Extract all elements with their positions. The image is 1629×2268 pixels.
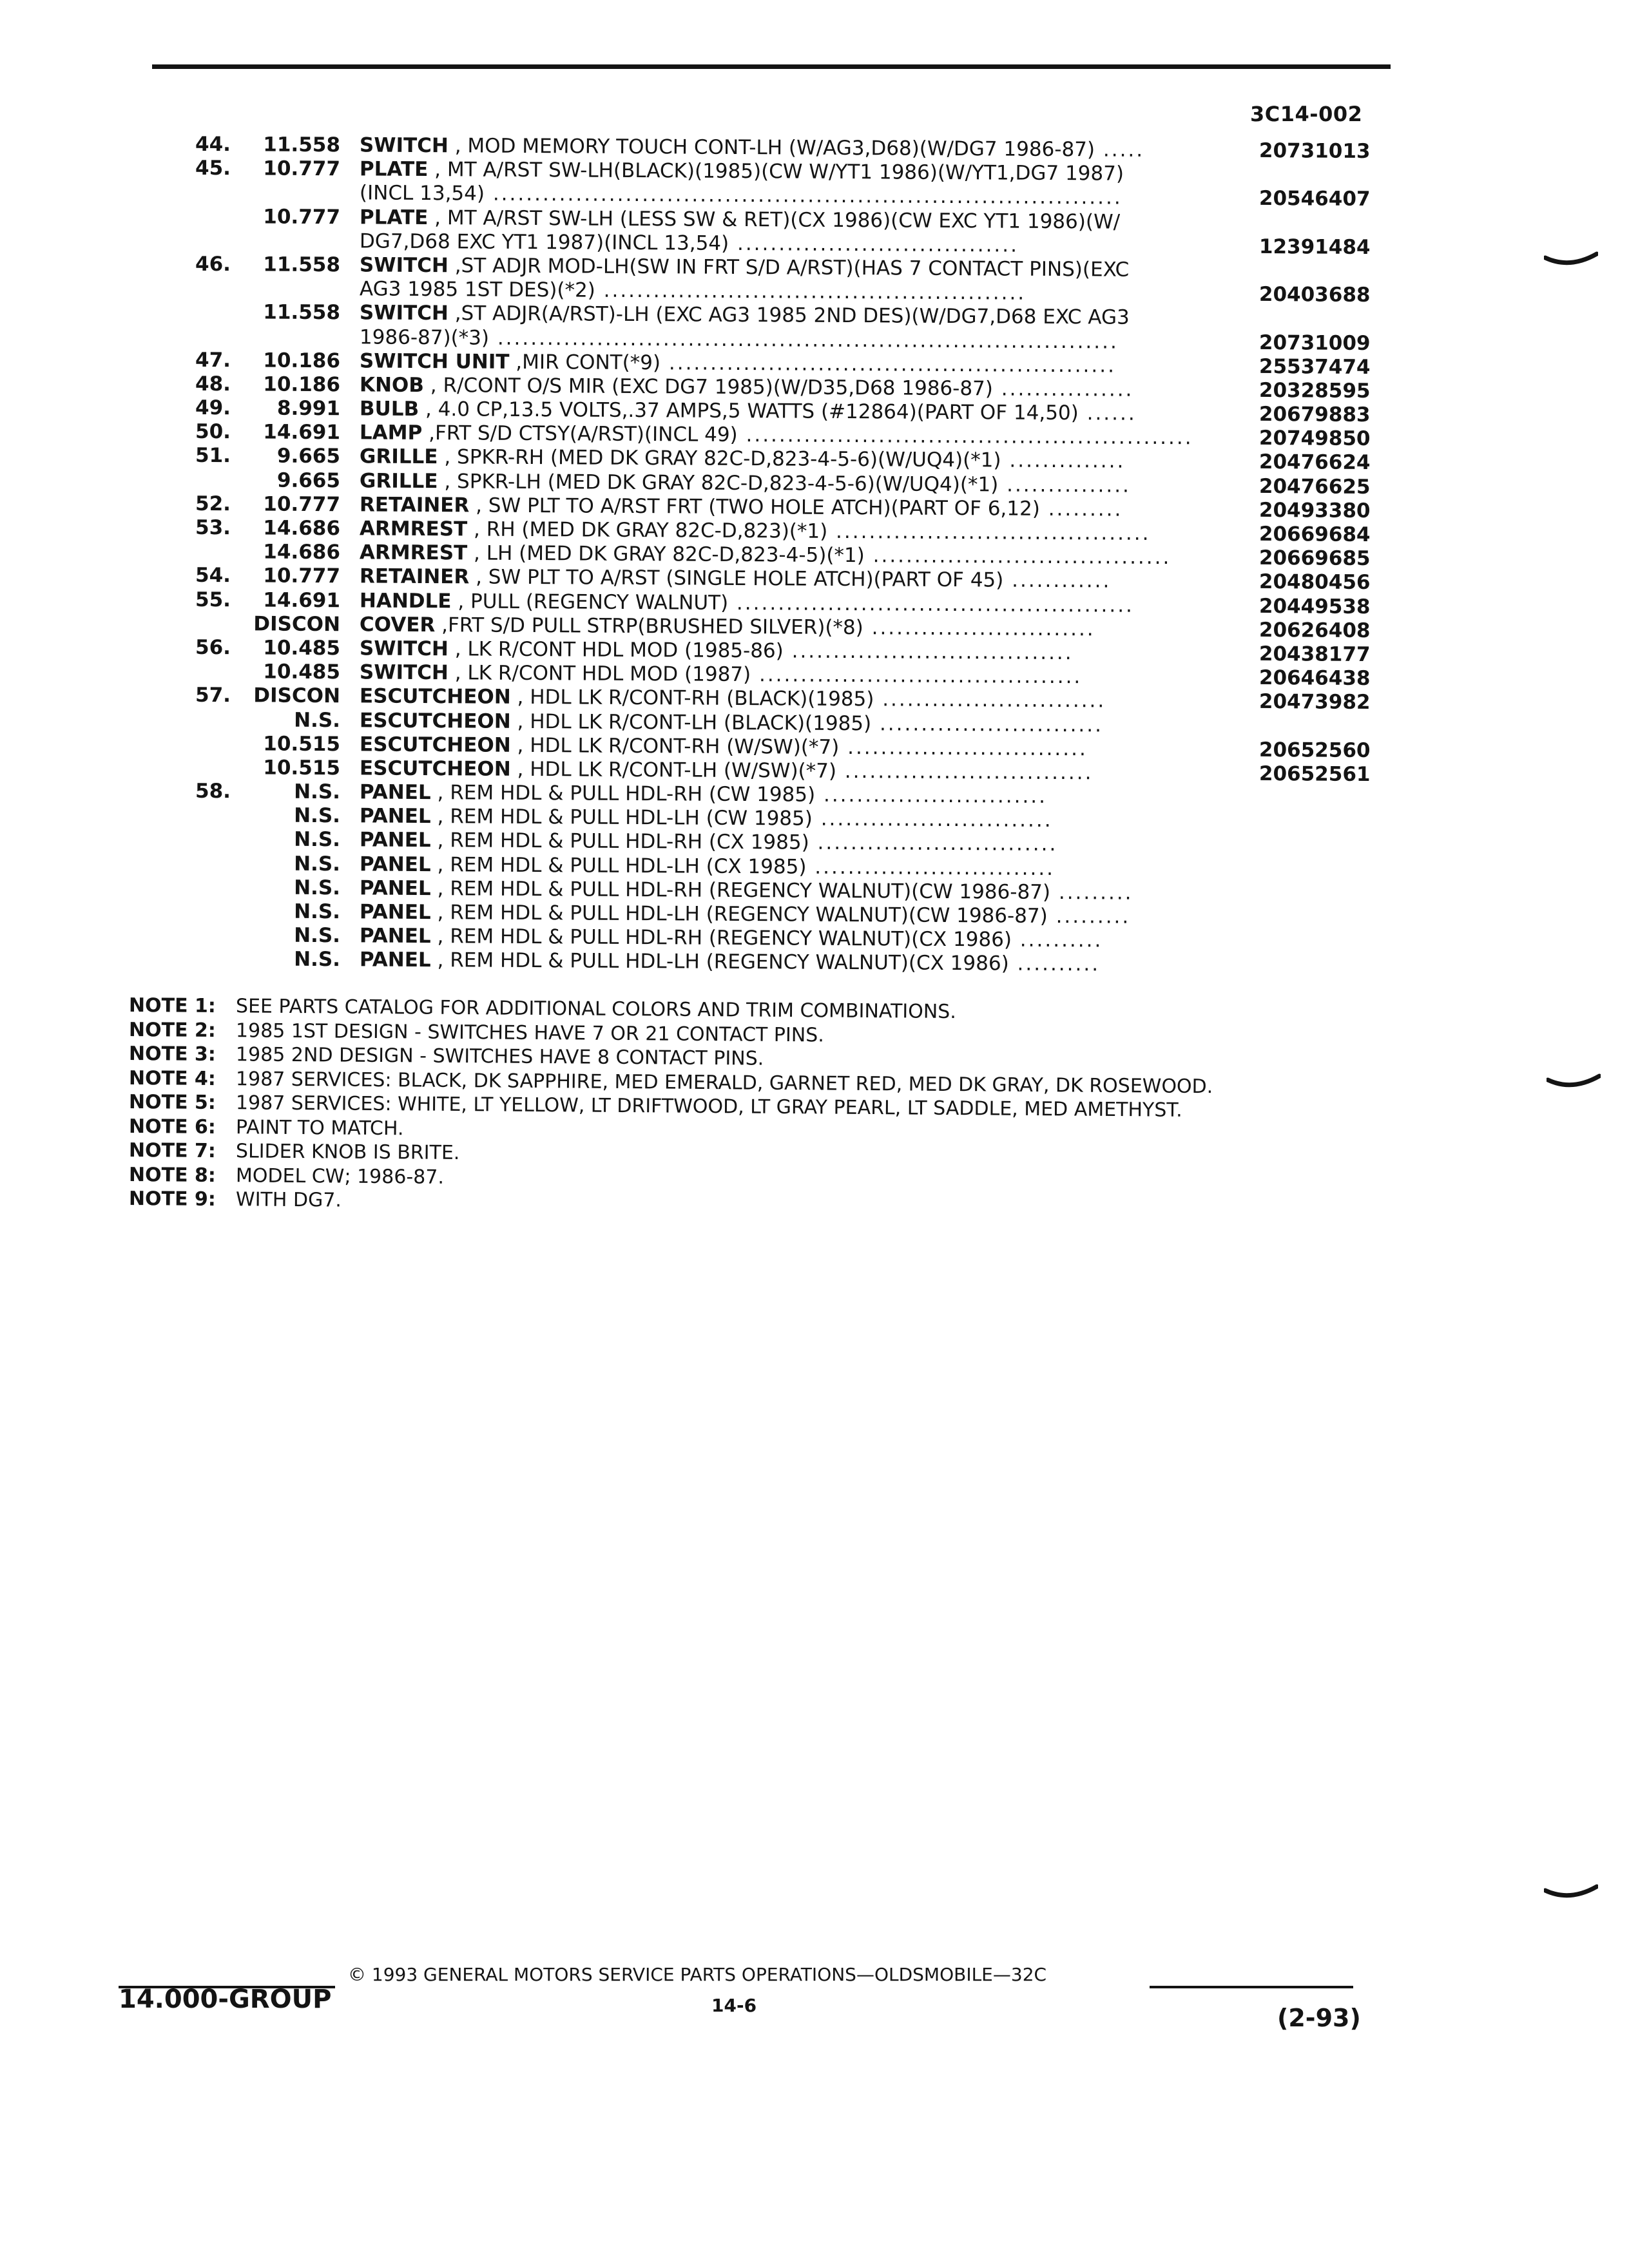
- part-group-number: 11.558: [263, 253, 341, 277]
- part-number: 20646438: [1258, 666, 1371, 691]
- part-detail: , HDL LK R/CONT-LH (BLACK)(1985): [510, 709, 872, 735]
- part-detail: , SPKR-RH (MED DK GRAY 82C-D,823-4-5-6)(W/UQ4)(*1): [438, 445, 1001, 472]
- part-group-number: 14.686: [263, 540, 341, 564]
- part-group-number: 10.777: [263, 157, 341, 181]
- part-name: ESCUTCHEON: [359, 684, 511, 709]
- part-description: [360, 852, 1055, 881]
- leader-dots: .........: [1047, 904, 1131, 928]
- part-group-number: N.S.: [294, 948, 341, 972]
- part-description: [360, 565, 1112, 593]
- part-name: PANEL: [359, 900, 431, 925]
- note-label: NOTE 5:: [128, 1091, 217, 1115]
- part-name: LAMP: [359, 421, 423, 445]
- part-detail: ,FRT S/D PULL STRP(BRUSHED SILVER)(*8): [435, 613, 863, 639]
- note-text: 1987 SERVICES: BLACK, DK SAPPHIRE, MED EMERALD, GARNET RED, MED DK GRAY, DK ROSEWOOD.: [235, 1067, 1213, 1098]
- part-detail: , REM HDL & PULL HDL-LH (REGENCY WALNUT)(CX 1986): [430, 948, 1009, 975]
- leader-dots: ............................................................................: [484, 182, 1123, 210]
- part-name: ESCUTCHEON: [359, 756, 511, 781]
- part-number: 25537474: [1258, 354, 1371, 379]
- part-detail: AG3 1985 1ST DES)(*2): [359, 277, 595, 302]
- part-group-number: N.S.: [294, 852, 341, 876]
- part-ref-number: 54.: [195, 564, 231, 588]
- footer-group-label: 14.000-GROUP: [119, 1984, 332, 2014]
- leader-dots: .........: [1039, 497, 1123, 521]
- part-group-number: 10.186: [263, 372, 341, 397]
- part-description: [360, 445, 1126, 474]
- footer-rule-right: [1150, 1986, 1353, 1988]
- part-name: COVER: [359, 613, 436, 637]
- part-detail: , R/CONT O/S MIR (EXC DG7 1985)(W/D35,D68 1986-87): [423, 373, 994, 401]
- note-label: NOTE 9:: [128, 1187, 217, 1211]
- leader-dots: ...........................................................................: [488, 326, 1119, 354]
- note-label: NOTE 3:: [128, 1043, 217, 1066]
- leader-dots: .......................................: [751, 663, 1083, 689]
- leader-dots: ......................................: [827, 519, 1151, 545]
- leader-dots: .............................: [809, 831, 1058, 856]
- part-ref-number: 53.: [195, 515, 231, 540]
- part-name: PLATE: [359, 205, 429, 229]
- note-label: NOTE 1:: [128, 994, 217, 1018]
- part-detail: , MT A/RST SW-LH (LESS SW & RET)(CX 1986)(CW EXC YT1 1986)(W/: [428, 206, 1121, 234]
- part-group-number: 10.186: [263, 349, 341, 372]
- part-number: 20652560: [1258, 738, 1371, 762]
- part-group-number: N.S.: [294, 876, 341, 900]
- part-group-number: DISCON: [253, 612, 341, 636]
- part-ref-number: 46.: [195, 252, 231, 276]
- part-number: 20749850: [1258, 427, 1371, 451]
- part-ref-number: 49.: [195, 396, 231, 420]
- part-group-number: N.S.: [294, 899, 341, 924]
- part-description: [360, 685, 1106, 713]
- part-ref-number: 45.: [195, 157, 231, 180]
- note-label: NOTE 8:: [128, 1163, 217, 1187]
- part-detail: DG7,D68 EXC YT1 1987)(INCL 13,54): [359, 229, 729, 255]
- note-label: NOTE 7:: [128, 1139, 217, 1163]
- leader-dots: ...........................: [874, 687, 1106, 713]
- part-name: SWITCH: [359, 253, 449, 278]
- part-detail: , REM HDL & PULL HDL-LH (CX 1985): [430, 852, 807, 879]
- part-number: 20669684: [1258, 522, 1371, 546]
- binder-hole-mark: [1544, 1883, 1598, 1901]
- part-group-number: 10.777: [263, 492, 341, 517]
- part-group-number: 11.558: [263, 133, 341, 157]
- part-number: 20626408: [1258, 618, 1371, 642]
- part-description: [360, 278, 1026, 305]
- part-name: PANEL: [359, 852, 431, 876]
- note-text: SEE PARTS CATALOG FOR ADDITIONAL COLORS AND TRIM COMBINATIONS.: [235, 995, 956, 1024]
- leader-dots: ..........: [1008, 952, 1101, 976]
- part-group-number: 11.558: [263, 300, 341, 325]
- part-name: PLATE: [359, 157, 429, 182]
- part-detail: 1986-87)(*3): [359, 325, 490, 350]
- part-description: [360, 829, 1058, 857]
- part-ref-number: 47.: [195, 348, 231, 372]
- part-detail: , REM HDL & PULL HDL-LH (REGENCY WALNUT)(CW 1986-87): [430, 901, 1048, 928]
- part-detail: , SPKR-LH (MED DK GRAY 82C-D,823-4-5-6)(W/UQ4)(*1): [438, 469, 999, 497]
- part-name: PANEL: [359, 876, 431, 900]
- part-group-number: [226, 181, 340, 182]
- part-ref-number: 50.: [195, 420, 231, 444]
- leader-dots: ............: [1003, 568, 1112, 593]
- part-number: 20328595: [1258, 378, 1371, 403]
- part-detail: , LK R/CONT HDL MOD (1985-86): [448, 637, 784, 663]
- leader-dots: ..........: [1011, 928, 1103, 952]
- note-text: MODEL CW; 1986-87.: [235, 1164, 445, 1189]
- part-group-number: 14.691: [263, 588, 341, 612]
- parts-list: [0, 131, 1629, 976]
- part-description: [360, 229, 1019, 257]
- binder-hole-mark: [1547, 1072, 1601, 1090]
- part-detail: , SW PLT TO A/RST FRT (TWO HOLE ATCH)(PART OF 6,12): [469, 494, 1041, 521]
- part-detail: , LK R/CONT HDL MOD (1987): [448, 661, 751, 687]
- leader-dots: ................................................: [728, 591, 1135, 617]
- part-name: SWITCH: [359, 660, 449, 685]
- part-group-number: DISCON: [253, 684, 341, 708]
- part-detail: , REM HDL & PULL HDL-RH (CX 1985): [430, 829, 809, 855]
- part-name: HANDLE: [359, 588, 452, 613]
- part-name: ESCUTCHEON: [359, 733, 511, 757]
- part-ref-number: 57.: [195, 684, 231, 707]
- note-label: NOTE 2:: [128, 1018, 217, 1042]
- part-name: PANEL: [359, 780, 431, 805]
- part-name: ARMREST: [359, 541, 468, 565]
- note-text: WITH DG7.: [235, 1188, 342, 1212]
- notes-section: [129, 994, 1213, 1211]
- part-number: 20476625: [1258, 474, 1371, 499]
- part-ref-number: 55.: [195, 588, 231, 611]
- part-ref-number: 58.: [195, 779, 231, 803]
- part-number: 20669685: [1258, 546, 1371, 571]
- part-number: 20652561: [1258, 762, 1371, 786]
- part-group-number: 14.691: [263, 420, 341, 445]
- part-name: ESCUTCHEON: [359, 708, 511, 733]
- part-number: 20731009: [1258, 331, 1371, 355]
- part-group-number: N.S.: [294, 828, 341, 852]
- part-group-number: 10.515: [263, 756, 341, 780]
- part-number: 12391484: [1258, 235, 1371, 259]
- note-text: SLIDER KNOB IS BRITE.: [235, 1140, 460, 1165]
- part-description: [360, 733, 1088, 761]
- part-detail: , MOD MEMORY TOUCH CONT-LH (W/AG3,D68)(W/DG7 1986-87): [448, 134, 1095, 162]
- leader-dots: ...........................: [871, 711, 1104, 736]
- part-number: 20731013: [1258, 139, 1371, 163]
- part-name: GRILLE: [359, 445, 438, 469]
- leader-dots: ....................................: [864, 544, 1171, 570]
- part-number: 20546407: [1258, 187, 1371, 211]
- leader-dots: ...................................................: [595, 278, 1027, 305]
- note-text: 1985 1ST DESIGN - SWITCHES HAVE 7 OR 21 CONTACT PINS.: [235, 1019, 824, 1046]
- leader-dots: ...............: [998, 473, 1132, 497]
- part-name: KNOB: [359, 373, 425, 397]
- part-group-number: 10.515: [263, 732, 341, 756]
- part-detail: , LH (MED DK GRAY 82C-D,823-4-5)(*1): [467, 541, 865, 568]
- part-ref-number: 56.: [195, 635, 231, 660]
- part-group-number: N.S.: [294, 780, 341, 804]
- part-description: [360, 709, 1103, 737]
- part-detail: , RH (MED DK GRAY 82C-D,823)(*1): [467, 517, 828, 543]
- part-name: PANEL: [359, 948, 431, 972]
- part-group-number: 10.485: [263, 636, 341, 660]
- part-name: SWITCH UNIT: [359, 349, 510, 374]
- leader-dots: ...........................: [815, 783, 1048, 808]
- part-detail: , HDL LK R/CONT-RH (BLACK)(1985): [510, 686, 874, 711]
- part-detail: , PULL (REGENCY WALNUT): [451, 589, 729, 615]
- part-description: [360, 948, 1100, 977]
- part-name: PANEL: [359, 924, 431, 948]
- leader-dots: ...........................: [863, 615, 1095, 641]
- leader-dots: .............................: [806, 855, 1055, 880]
- part-ref-number: 48.: [195, 372, 231, 396]
- part-detail: ,MIR CONT(*9): [509, 350, 661, 374]
- part-detail: , REM HDL & PULL HDL-LH (CW 1985): [430, 805, 813, 831]
- part-name: SWITCH: [359, 133, 449, 158]
- part-detail: , HDL LK R/CONT-LH (W/SW)(*7): [510, 757, 837, 783]
- leader-dots: ......................................................: [660, 351, 1117, 378]
- part-description: [360, 182, 1123, 210]
- part-name: ARMREST: [359, 517, 468, 541]
- part-name: PANEL: [359, 804, 431, 829]
- part-number: 20480456: [1258, 570, 1371, 595]
- leader-dots: ..............: [1001, 448, 1126, 474]
- part-number: 20438177: [1258, 642, 1371, 666]
- part-detail: , 4.0 CP,13.5 VOLTS,.37 AMPS,5 WATTS (#12864)(PART OF 14,50): [419, 398, 1079, 425]
- leader-dots: ......: [1078, 401, 1137, 425]
- part-detail: , REM HDL & PULL HDL-RH (REGENCY WALNUT)(CX 1986): [430, 925, 1012, 952]
- part-number: 20476624: [1258, 450, 1371, 475]
- footer-copyright: © 1993 GENERAL MOTORS SERVICE PARTS OPERATIONS—OLDSMOBILE—32C: [348, 1964, 1047, 1985]
- part-name: SWITCH: [359, 637, 449, 661]
- footer-date: (2-93): [1277, 2004, 1361, 2032]
- part-detail: , SW PLT TO A/RST (SINGLE HOLE ATCH)(PART OF 45): [469, 565, 1004, 592]
- part-group-number: N.S.: [294, 923, 341, 948]
- part-group-number: 10.777: [263, 564, 341, 588]
- part-detail: , HDL LK R/CONT-RH (W/SW)(*7): [510, 733, 840, 759]
- note-text: 1987 SERVICES: WHITE, LT YELLOW, LT DRIFTWOOD, LT GRAY PEARL, LT SADDLE, MED AMETHYST.: [235, 1091, 1182, 1122]
- part-group-number: N.S.: [294, 708, 341, 732]
- binder-hole-mark: [1544, 250, 1598, 268]
- part-group-number: 10.485: [263, 660, 341, 684]
- part-name: SWITCH: [359, 301, 449, 325]
- part-detail: ,FRT S/D CTSY(A/RST)(INCL 49): [422, 421, 738, 447]
- part-group-number: 10.777: [263, 205, 341, 229]
- part-group-number: 9.665: [276, 445, 341, 468]
- part-name: RETAINER: [359, 493, 470, 517]
- part-group-number: 8.991: [276, 396, 341, 421]
- leader-dots: ......................................................: [737, 423, 1193, 450]
- part-detail: ,ST ADJR(A/RST)-LH (EXC AG3 1985 2ND DES)(W/DG7,D68 EXC AG3: [448, 302, 1130, 330]
- part-description: [360, 302, 1130, 330]
- part-group-number: N.S.: [294, 804, 341, 828]
- note-label: NOTE 4:: [128, 1066, 217, 1090]
- part-group-number: 9.665: [276, 468, 341, 492]
- part-name: GRILLE: [359, 469, 438, 493]
- part-group-number: [226, 276, 340, 277]
- part-ref-number: 51.: [195, 444, 231, 468]
- part-number: 20403688: [1258, 283, 1371, 307]
- leader-dots: .............................: [839, 735, 1088, 760]
- leader-dots: .........: [1050, 880, 1133, 905]
- part-number: 20473982: [1258, 690, 1371, 715]
- part-detail: ,ST ADJR MOD-LH(SW IN FRT S/D A/RST)(HAS 7 CONTACT PINS)(EXC: [448, 254, 1130, 282]
- page-id: 3C14-002: [1250, 102, 1363, 126]
- part-detail: , MT A/RST SW-LH(BLACK)(1985)(CW W/YT1 1986)(W/YT1,DG7 1987): [428, 158, 1124, 186]
- footer-page-number: 14-6: [711, 1995, 757, 2016]
- part-detail: , REM HDL & PULL HDL-RH (CW 1985): [430, 781, 816, 807]
- leader-dots: .....: [1094, 138, 1145, 162]
- part-group-number: 14.686: [263, 516, 341, 541]
- part-ref-number: 52.: [195, 492, 231, 515]
- part-description: [360, 325, 1119, 354]
- note-text: PAINT TO MATCH.: [235, 1115, 404, 1140]
- part-number: 20679883: [1258, 402, 1371, 427]
- part-name: PANEL: [359, 828, 431, 852]
- part-detail: , REM HDL & PULL HDL-RH (REGENCY WALNUT)(CW 1986-87): [430, 876, 1051, 904]
- part-detail: (INCL 13,54): [359, 181, 485, 206]
- note-text: 1985 2ND DESIGN - SWITCHES HAVE 8 CONTACT PINS.: [235, 1043, 764, 1070]
- note-label: NOTE 6:: [128, 1115, 217, 1139]
- leader-dots: ................: [992, 377, 1134, 401]
- part-name: BULB: [359, 397, 419, 421]
- leader-dots: ..............................: [836, 759, 1094, 785]
- header-rule: [152, 64, 1391, 69]
- part-ref-number: 44.: [195, 132, 231, 157]
- part-name: RETAINER: [359, 564, 470, 589]
- leader-dots: ..................................: [729, 231, 1019, 257]
- leader-dots: ..................................: [783, 639, 1074, 665]
- part-number: 20493380: [1258, 498, 1371, 523]
- part-number: 20449538: [1258, 594, 1371, 619]
- leader-dots: ............................: [812, 807, 1053, 832]
